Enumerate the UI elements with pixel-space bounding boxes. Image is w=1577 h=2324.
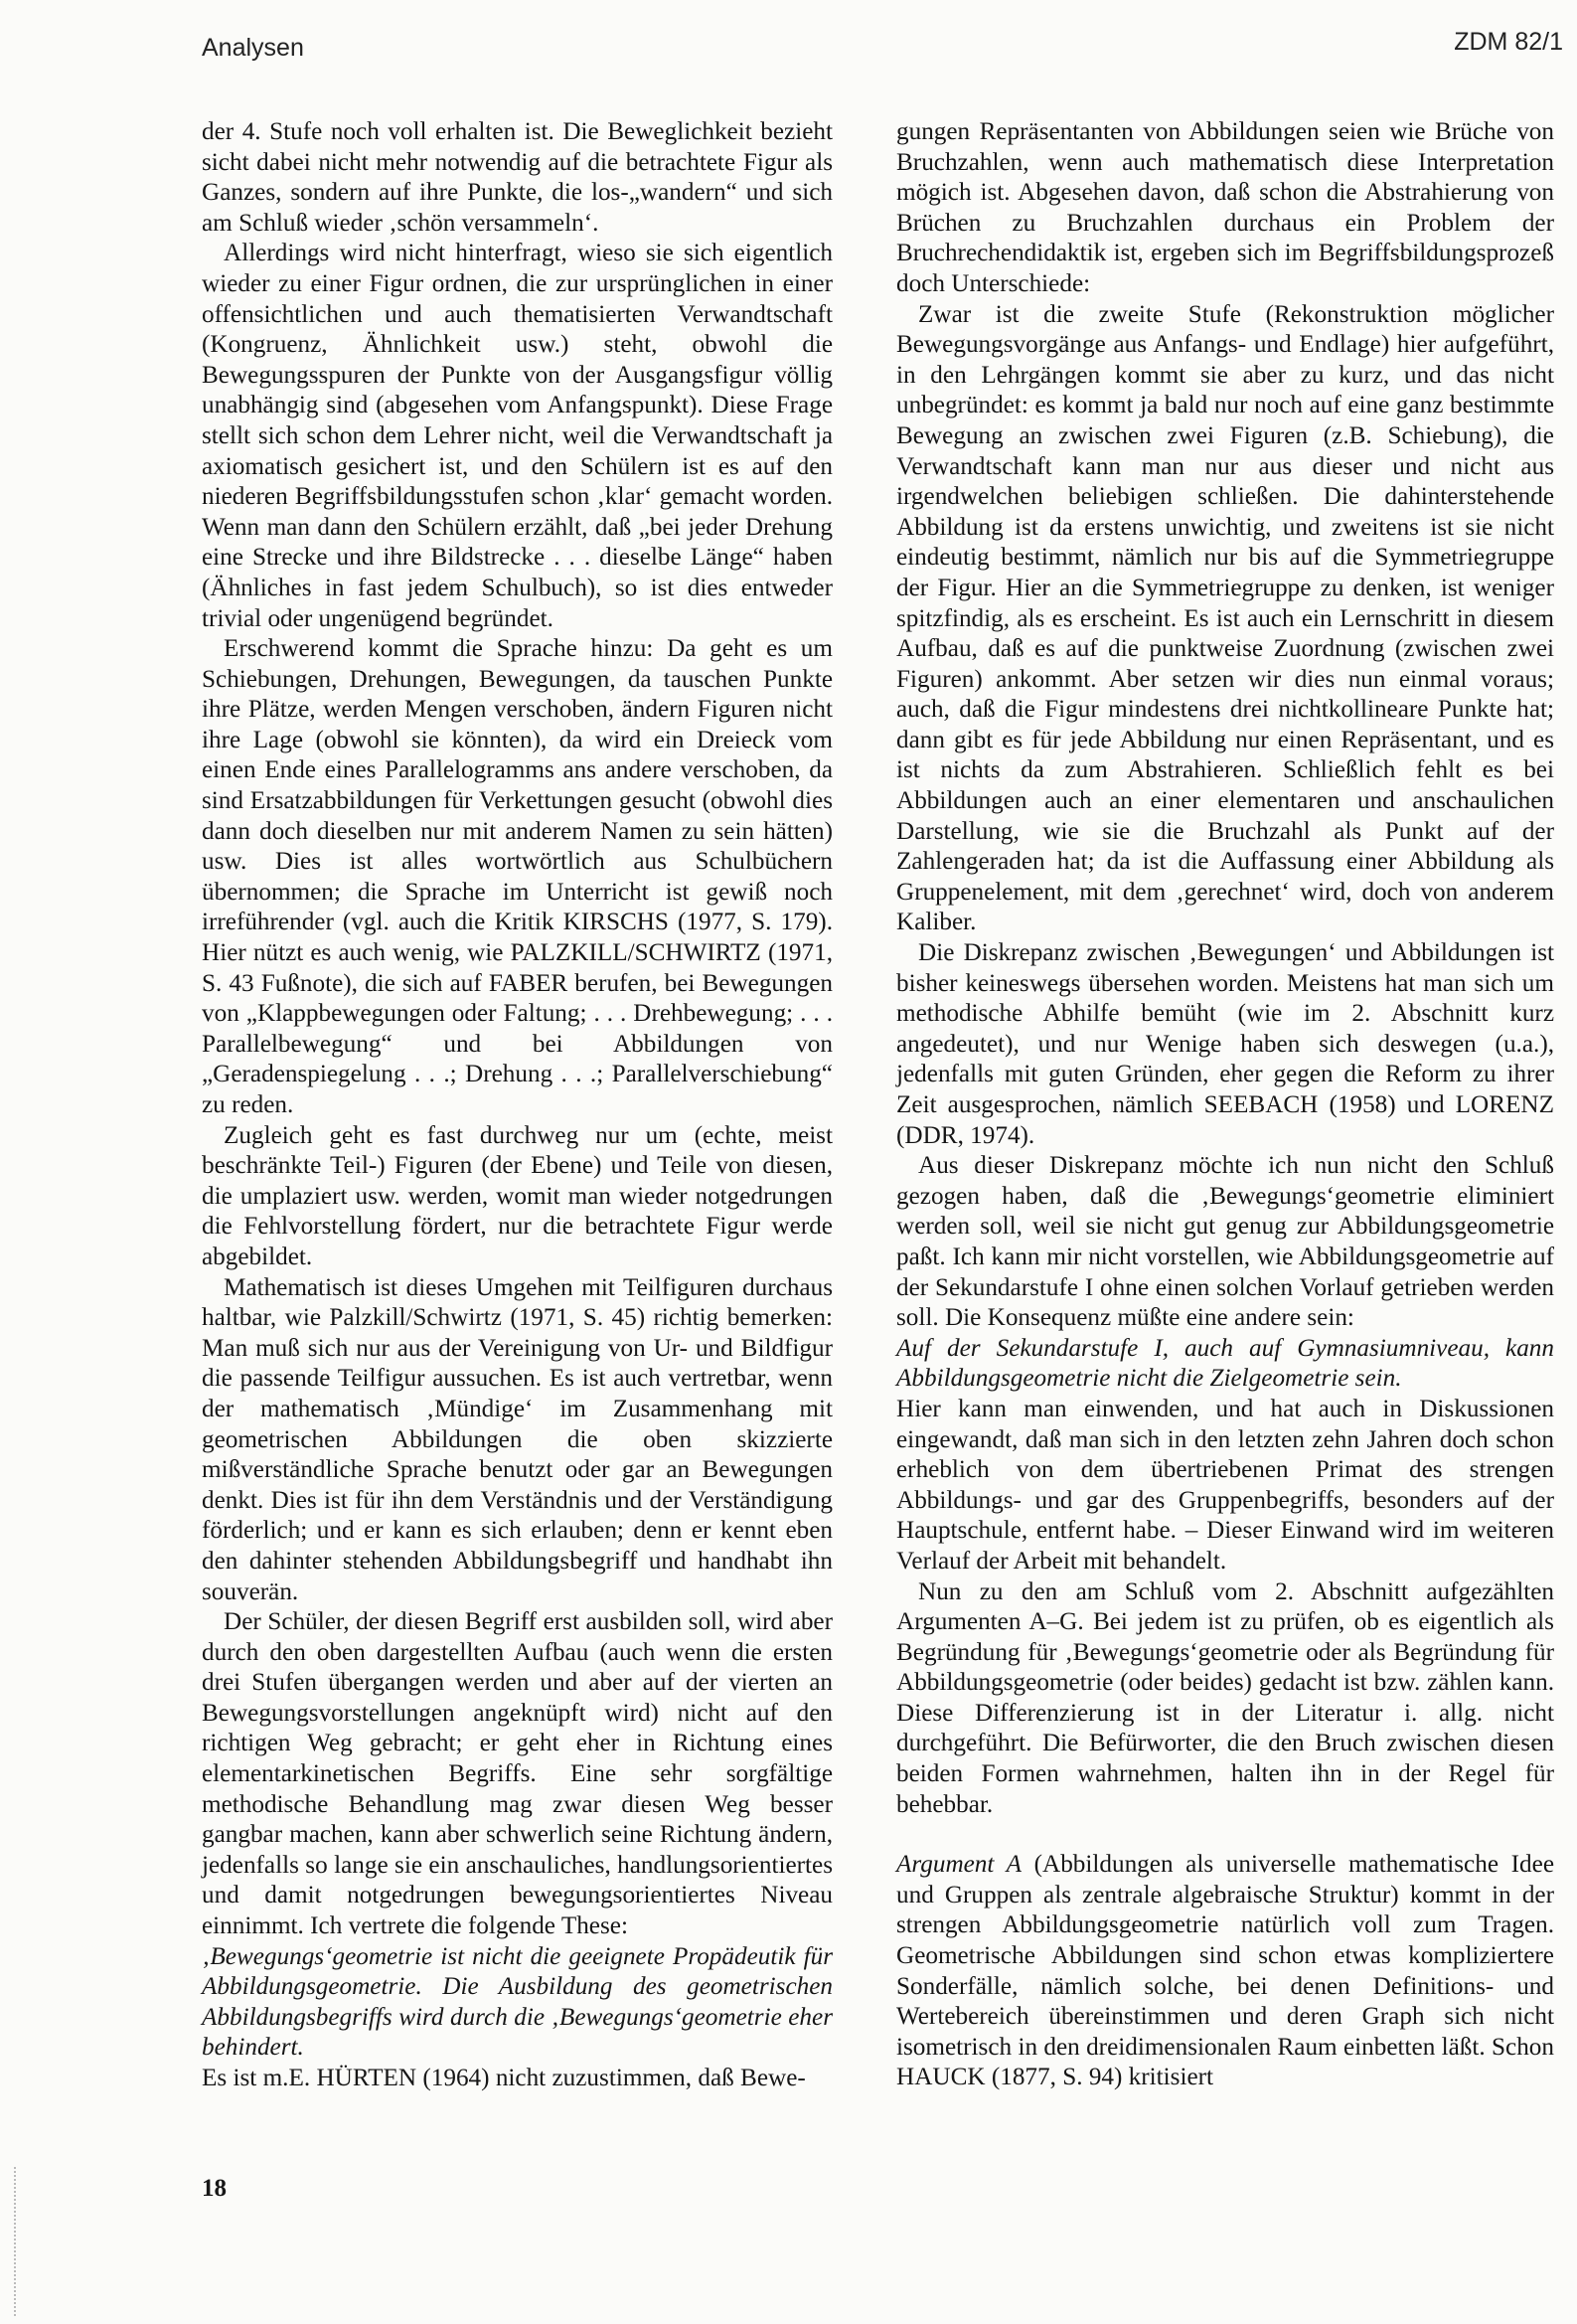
left-paragraph-1: der 4. Stufe noch voll erhalten ist. Die Beweglichkeit bezieht sicht dabei nicht mehr notwendig auf die betrachtete Figur als Ganzes, sondern auf ihre Punkte, die los-„wandern“ und sich am Schluß wieder ‚schön versammeln‘. <box>202 118 833 237</box>
left-paragraph-4: Zugleich geht es fast durchweg nur um (echte, meist beschränkte Teil-) Figuren (der Ebene) und Teile von diesen, die umplaziert usw. werden, womit man wieder notgedrungen die Fehlvorstellung fördert, nur die betrachtete Figur werde abgebildet. <box>202 1121 833 1270</box>
right-paragraph-6: Hier kann man einwenden, und hat auch in Diskussionen eingewandt, daß man sich in den letzten zehn Jahren doch schon erheblich von dem übertriebenen Primat des strengen Abbildungs- und gar des Gruppenbegriffs, besonders auf der Hauptschule, entfernt habe. – Dieser Einwand wird im weiteren Verlauf der Arbeit mit behandelt. <box>896 1395 1554 1575</box>
right-paragraph-4: Aus dieser Diskrepanz möchte ich nun nicht den Schluß gezogen haben, daß die ‚Bewegungs‘geometrie eliminiert werden soll, weil sie nicht gut genug zur Abbildungsgeometrie paßt. Ich kann mir nicht vorstellen, wie Abbildungsgeometrie auf der Sekundarstufe I ohne einen solchen Vorlauf getrieben werden soll. Die Konsequenz müßte eine andere sein: <box>896 1152 1554 1332</box>
page-number: 18 <box>202 2175 227 2202</box>
left-column <box>202 117 833 2094</box>
right-thesis: Auf der Sekundarstufe I, auch auf Gymnasiumniveau, kann Abbildungsgeometrie nicht die Zielgeometrie sein. <box>896 1334 1554 1393</box>
header-journal-label: ZDM 82/1 <box>1454 28 1563 56</box>
argument-a-text: (Abbildungen als universelle mathematische Idee und Gruppen als zentrale algebraische Struktur) kommt in der strengen Abbildungsgeometrie natürlich voll zum Tragen. Geometrische Abbildungen sind schon etwas kompliziertere Sonderfälle, nämlich solche, bei denen Definitions- und Wertebereich übereinstimmen und deren Graph sich nicht isometrisch in den dreidimensionalen Raum einbetten läßt. Schon HAUCK (1877, S. 94) kritisiert <box>896 1851 1554 2091</box>
left-paragraph-6: Der Schüler, der diesen Begriff erst ausbilden soll, wird aber durch den oben dargestellten Aufbau (auch wenn die ersten drei Stufen übergangen werden und aber auf der vierten an Bewegungsvorstellungen angeknüpft wird) nicht auf den richtigen Weg gebracht; er geht eher in Richtung eines elementarkinetischen Begriffs. Eine sehr sorgfältige methodische Behandlung mag zwar diesen Weg besser gangbar machen, kann aber schwerlich seine Richtung ändern, jedenfalls so lange sie ein anschauliches, handlungsorientiertes und damit notgedrungen bewegungsorientiertes Niveau einnimmt. Ich vertrete die folgende These: <box>202 1608 833 1940</box>
right-paragraph-3: Die Diskrepanz zwischen ‚Bewegungen‘ und Abbildungen ist bisher keineswegs übersehen worden. Meistens hat man sich um methodische Abhilfe bemüht (wie im 2. Abschnitt kurz angedeutet), und nur Wenige haben sich deswegen (u.a.), jedenfalls mit guten Gründen, eher gegen die Reform zu ihrer Zeit ausgesprochen, nämlich SEEBACH (1958) und LORENZ (DDR, 1974). <box>896 939 1554 1149</box>
left-paragraph-5: Mathematisch ist dieses Umgehen mit Teilfiguren durchaus haltbar, wie Palzkill/Schwirtz (1971, S. 45) richtig bemerken: Man muß sich nur aus der Vereinigung von Ur- und Bildfigur die passende Teilfigur aussuchen. Es ist auch vertretbar, wenn der mathematisch ‚Mündige‘ im Zusammenhang mit geometrischen Abbildungen die oben skizzierte mißverständliche Sprache benutzt oder gar an Bewegungen denkt. Dies ist für ihn dem Verständnis und der Verständigung förderlich; und er kann es sich erlauben; denn er kennt eben den dahinter stehenden Abbildungsbegriff und handhabt ihn souverän. <box>202 1273 833 1605</box>
scan-margin-marks <box>14 2167 20 2316</box>
right-paragraph-2: Zwar ist die zweite Stufe (Rekonstruktion möglicher Bewegungsvorgänge aus Anfangs- und Endlage) hier aufgeführt, in den Lehrgängen kommt sie aber zu kurz, und das nicht unbegründet: es kommt ja bald nur noch auf eine ganz bestimmte Bewegung an zwischen zwei Figuren (z.B. Schiebung), die Verwandtschaft kann man nur aus dieser und nicht aus irgendwelchen beliebigen schließen. Die dahinterstehende Abbildung ist da erstens unwichtig, und zweitens ist sie nicht eindeutig bestimmt, nämlich nur bis auf die Symmetriegruppe der Figur. Hier an die Symmetriegruppe zu denken, ist weniger spitzfindig, als es erscheint. Es ist auch ein Lernschritt in diesem Aufbau, daß es auf die punktweise Zuordnung (zwischen zwei Figuren) ankommt. Aber setzen wir dies nun einmal voraus; auch, daß die Figur mindestens drei nichtkollineare Punkte hat; dann gibt es für jede Abbildung nur einen Repräsentant, und es ist nichts da zum Abstrahieren. Schließlich fehlt es bei Abbildungen auch an einer elementaren und anschaulichen Darstellung, wie sie die Bruchzahl als Punkt auf der Zahlengeraden hat; da ist die Auffassung einer Abbildung als Gruppenelement, mit dem ‚gerechnet‘ wird, doch von anderem Kaliber. <box>896 300 1554 936</box>
right-paragraph-7: Nun zu den am Schluß vom 2. Abschnitt aufgezählten Argumenten A–G. Bei jedem ist zu prüfen, ob es eigentlich als Begründung für ‚Bewegungs‘geometrie oder als Begründung für Abbildungsgeometrie (oder beides) gedacht ist bzw. zählen kann. Diese Differenzierung ist in der Literatur i. allg. nicht durchgeführt. Die Befürworter, die den Bruch zwischen diesen beiden Formen wahrnehmen, halten ihn in der Regel für behebbar. <box>896 1577 1554 1818</box>
left-paragraph-3: Erschwerend kommt die Sprache hinzu: Da geht es um Schiebungen, Drehungen, Bewegungen, da tauschen Punkte ihre Plätze, werden Mengen verschoben, ändern Figuren nicht ihre Lage (obwohl sie könnten), da wird ein Dreieck vom einen Ende eines Parallelogramms ans andere verschoben, da sind Ersatzabbildungen für Verkettungen gesucht (obwohl dies dann doch dieselben nur mit anderem Namen zu sein hätten) usw. Dies ist alles wortwörtlich aus Schulbüchern übernommen; die Sprache im Unterricht ist gewiß noch irreführender (vgl. auch die Kritik KIRSCHS (1977, S. 179). Hier nützt es auch wenig, wie PALZKILL/SCHWIRTZ (1971, S. 43 Fußnote), die sich auf FABER berufen, bei Bewegungen von „Klappbewegungen oder Faltung; . . . Drehbewegung; . . . Parallelbewegung“ und bei Abbildungen von „Geradenspiegelung . . .; Drehung . . .; Parallelverschiebung“ zu reden. <box>202 635 833 1118</box>
right-column <box>896 117 1554 2093</box>
right-paragraph-1: gungen Repräsentanten von Abbildungen seien wie Brüche von Bruchzahlen, wenn auch mathematisch diese Interpretation mögich ist. Abgesehen davon, daß schon die Abstrahierung von Brüchen zu Bruchzahlen durchaus ein Problem der Bruchrechendidaktik ist, ergeben sich im Begriffsbildungsprozeß doch Unterschiede: <box>896 118 1554 297</box>
left-paragraph-8: Es ist m.E. HÜRTEN (1964) nicht zuzustimmen, daß Bewe- <box>202 2065 806 2091</box>
left-paragraph-2: Allerdings wird nicht hinterfragt, wieso sie sich eigentlich wieder zu einer Figur ordnen, die zur ursprünglichen in einer offensichtlichen und auch thematisierten Verwandtschaft (Kongruenz, Ähnlichkeit usw.) steht, obwohl die Bewegungsspuren der Punkte von der Ausgangsfigur völlig unabhängig sind (abgesehen vom Anfangspunkt). Diese Frage stellt sich schon dem Lehrer nicht, weil die Verwandtschaft ja axiomatisch gesichert ist, und den Schülern ist es auf den niederen Begriffsbildungsstufen schon ‚klar‘ gemacht worden. Wenn man dann den Schülern erzählt, daß „bei jeder Drehung eine Strecke und ihre Bildstrecke . . . dieselbe Länge“ haben (Ähnliches in fast jedem Schulbuch), so ist dies entweder trivial oder ungenügend begründet. <box>202 240 833 632</box>
left-thesis: ‚Bewegungs‘geometrie ist nicht die geeignete Propädeutik für Abbildungsgeometrie. Die Ausbildung des geometrischen Abbildungsbegriffs wird durch die ‚Bewegungs‘geometrie eher behindert. <box>202 1942 833 2062</box>
header-section-label: Analysen <box>202 34 304 62</box>
right-argument-a-paragraph <box>896 1850 1554 2093</box>
argument-a-label: Argument A <box>896 1851 1022 1879</box>
